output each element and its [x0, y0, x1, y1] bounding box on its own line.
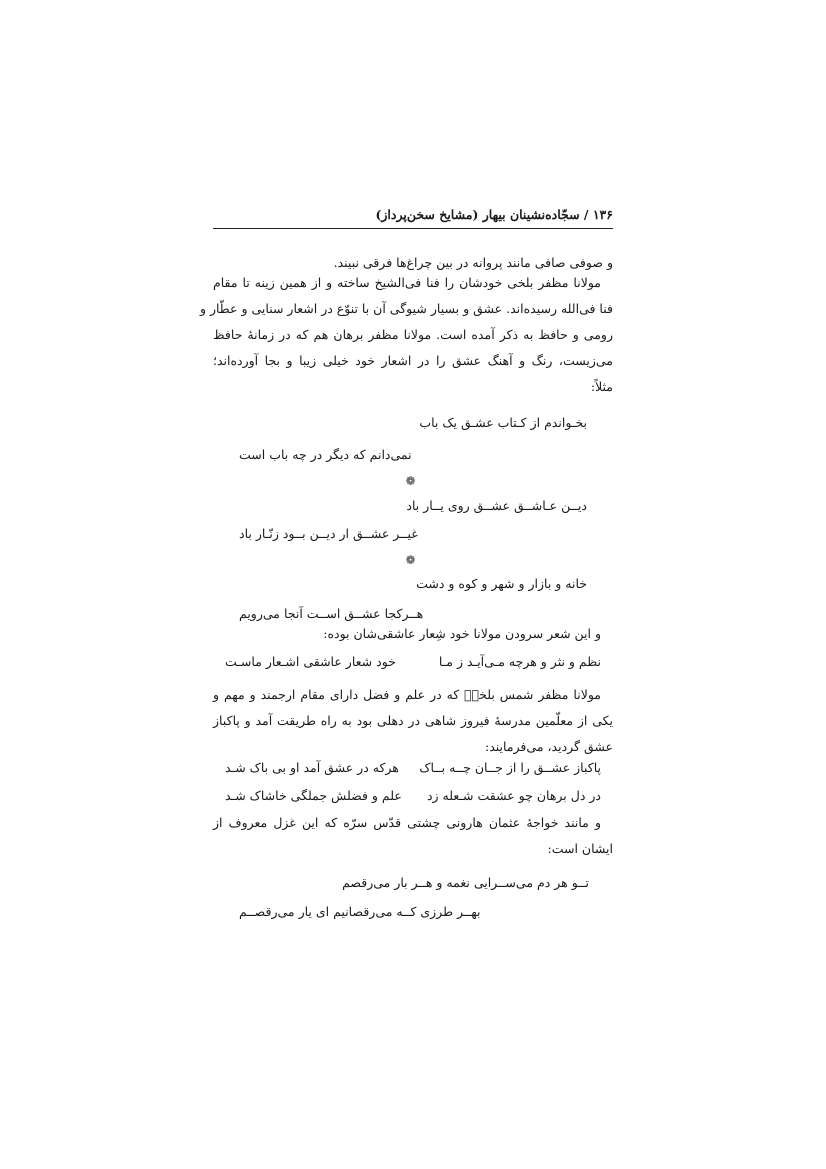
verse-hemistich-first: بخـواندم از کـتاب عشـق یک باب [419, 415, 587, 430]
paragraph-line: یکی از معلّمین مدرسهٔ فیروز شاهی در دهلی بود به راه طریقت آمد و پاکباز [213, 713, 613, 728]
verse-separator-icon: ❁ [405, 474, 416, 488]
paragraph-line: و مانند خواجهٔ عثمان هارونی چشتی قدّس سرّه که این غزل معروف از [213, 815, 601, 830]
verse-hemistich-second: نمی‌دانم که دیگر در چه باب است [239, 447, 412, 462]
verse-hemistich-second: بهــر طرزی کــه می‌رقصانیم ای یار می‌رقصــم [239, 904, 481, 919]
running-header: ۱۳۶ / سجّاده‌نشینان بیهار (مشایخ سخن‌پرداز) [375, 207, 613, 222]
header-rule [213, 228, 613, 229]
verse-separator-icon: ❁ [405, 553, 416, 567]
verse-hemistich-second: غیــر عشــق ار دیــن بــود زنّـار باد [239, 526, 418, 541]
beyt-hemistich-second: علم و فضلش جملگی خاشاک شـد [225, 788, 402, 803]
beyt-hemistich-first: پاکباز عشــق را از جــان چــه بــاک [419, 760, 601, 775]
paragraph-line: مولانا مظفر بلخی خودشان را فنا فی‌الشیخ ساخته و از همین زینه تا مقام [213, 275, 601, 290]
beyt-line [213, 757, 613, 779]
paragraph-line: ایشان است: [547, 841, 613, 856]
beyt-hemistich-second: خود شعار عاشقی اشـعار ماسـت [225, 654, 396, 669]
verse-hemistich-first: تــو هر دم می‌ســرایی نغمه و هــر بار می‌رقصم [342, 875, 589, 890]
paragraph-line: فنا فی‌الله رسیده‌اند. عشق و بسیار شیوگی آن با تنوّع در اشعار سنایی و عطّار و [199, 301, 613, 316]
paragraph-line: مولانا مظفر شمس بلخیؒ که در علم و فضل دارای مقام ارجمند و مهم و [213, 687, 601, 702]
paragraph-line: مثلاً: [590, 379, 613, 394]
beyt-line [213, 651, 613, 673]
beyt-hemistich-first: نظم و نثر و هرچه مـی‌آیـد ز مـا [438, 654, 601, 669]
paragraph-line: و این شعر سرودن مولانا خود شِعار عاشقی‌شان بوده: [323, 626, 601, 641]
verse-hemistich-second: هــرکجا عشــق اســت آنجا می‌رویم [239, 606, 424, 621]
paragraph-line: عشق گردید، می‌فرمایند: [485, 739, 613, 754]
verse-hemistich-first: خانه و بازار و شهر و کوه و دشت [416, 576, 587, 591]
beyt-hemistich-first: در دل برهان چو عشقت شـعله زد [426, 788, 601, 803]
verse-hemistich-first: دیــن عـاشــق عشــق روی یــار باد [406, 498, 587, 513]
beyt-line [213, 785, 613, 807]
paragraph-line: می‌زیست، رنگ و آهنگ عشق را در اشعار خود خیلی زیبا و بجا آورده‌اند؛ [213, 353, 613, 368]
paragraph-line: رومی و حافظ به ذکر آمده است. مولانا مظفر برهان هم که در زمانهٔ حافظ [213, 327, 613, 342]
paragraph-line: و صوفی صافی مانند پروانه در بین چراغ‌ها فرقی نبیند. [333, 255, 613, 270]
beyt-hemistich-second: هرکه در عشق آمد او بی باک شـد [225, 760, 399, 775]
book-page [199, 0, 613, 1169]
